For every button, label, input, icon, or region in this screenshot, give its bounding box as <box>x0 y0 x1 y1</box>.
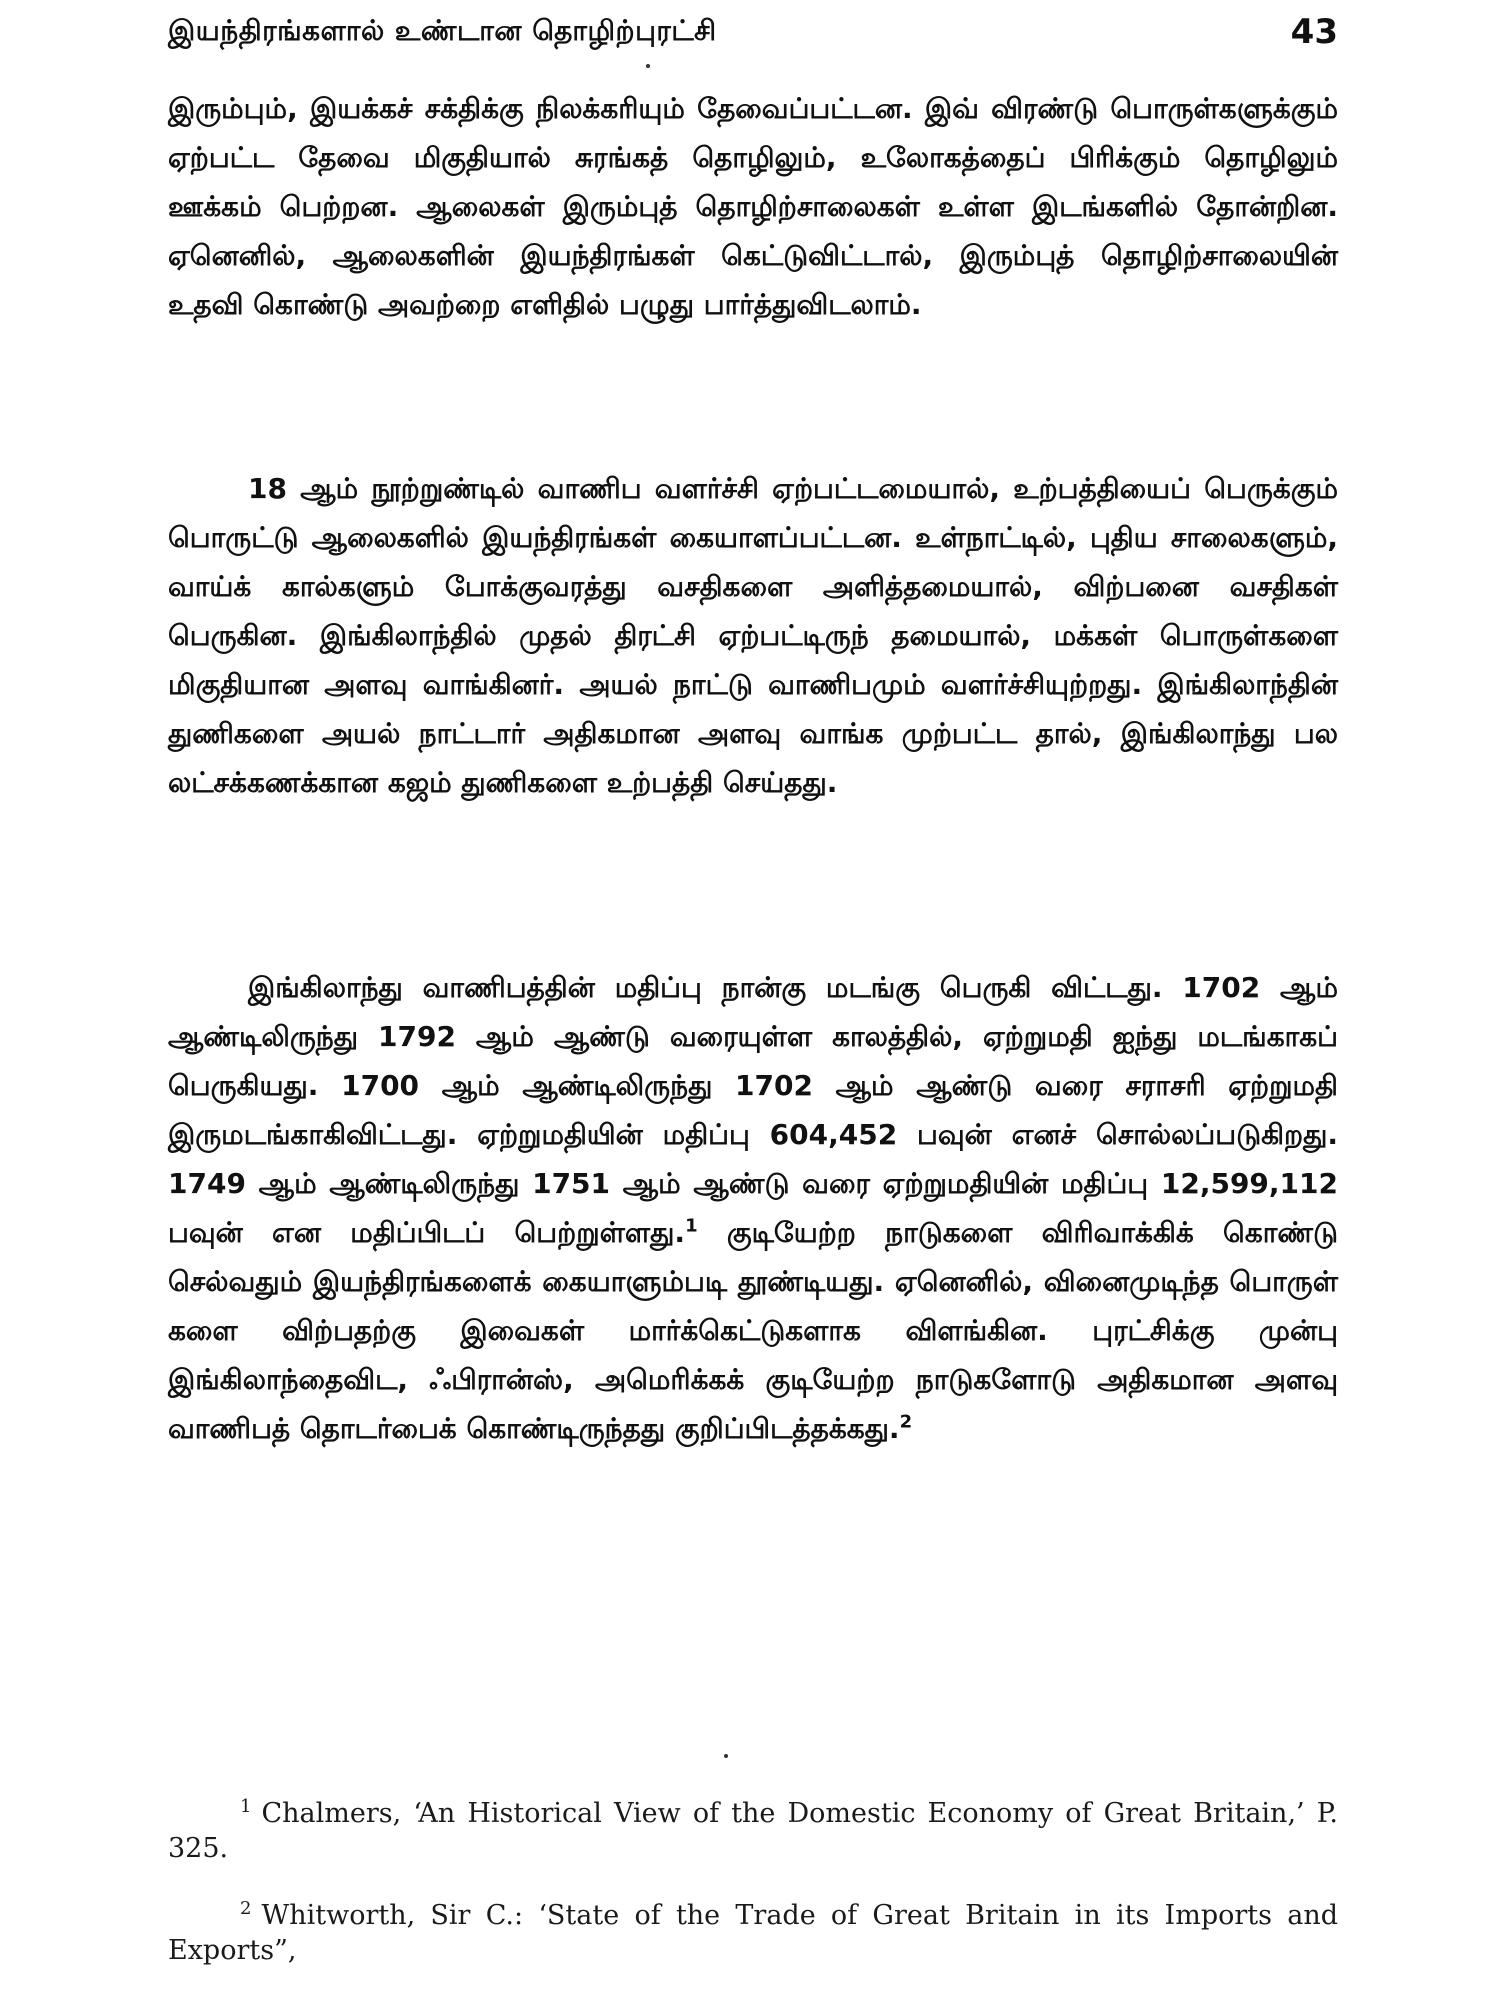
running-title: இயந்திரங்களால் உண்டான தொழிற்புரட்சி <box>168 13 717 47</box>
body-paragraph-1: இரும்பும், இயக்கச் சக்திக்கு நிலக்கரியும் தேவைப்பட்டன. இவ் விரண்டு பொருள்களுக்கும் ஏற்பட்ட தேவை மிகுதியால் சுரங்கத் தொழிலும், உலோகத்தைப் பிரிக்கும் தொழிலும் ஊக்கம் பெற்றன. ஆலைகள் இரும்புத் தொழிற்சாலைகள் உள்ள இடங்களில் தோன்றின. ஏனெனில், ஆலைகளின் இயந்திரங்கள் கெட்டுவிட்டால், இரும்புத் தொழிற்சாலையின் உதவி கொண்டு அவற்றை எளிதில் பழுது பார்த்துவிடலாம். <box>168 92 1338 321</box>
ink-speck <box>724 1754 728 1758</box>
footnote-marker: 2 <box>240 1898 252 1919</box>
ink-speck <box>646 64 650 68</box>
page-number: 43 <box>1290 12 1338 52</box>
running-head <box>168 12 1338 52</box>
footnote-ref-2: 2 <box>899 1411 913 1433</box>
body-paragraph-3-text-b: குடியேற்ற நாடுகளை விரிவாக்கிக் கொண்டு செல்வதும் இயந்திரங்களைக் கையாளும்படி தூண்டியது. ஏனெனில், வினைமுடிந்த பொருள் களை விற்பதற்கு இவைகள் மார்க்கெட்டுகளாக விளங்கின. புரட்சிக்கு முன்பு இங்கிலாந்தைவிட, ஃபிரான்ஸ், அமெரிக்கக் குடியேற்ற நாடுகளோடு அதிகமான அளவு வாணிபத் தொடர்பைக் கொண்டிருந்தது குறிப்பிடத்தக்கது. <box>168 1216 1339 1445</box>
body-paragraph-3-text-a: இங்கிலாந்து வாணிபத்தின் மதிப்பு நான்கு மடங்கு பெருகி விட்டது. 1702 ஆம் ஆண்டிலிருந்து 1792 ஆம் ஆண்டு வரையுள்ள காலத்தில், ஏற்றுமதி ஐந்து மடங்காகப் பெருகியது. 1700 ஆம் ஆண்டிலிருந்து 1702 ஆம் ஆண்டு வரை சராசரி ஏற்றுமதி இருமடங்காகிவிட்டது. ஏற்றுமதியின் மதிப்பு 604,452 பவுன் எனச் சொல்லப்படுகிறது. 1749 ஆம் ஆண்டிலிருந்து 1751 ஆம் ஆண்டு வரை ஏற்றுமதியின் மதிப்பு 12,599,112 பவுன் என மதிப்பிடப் பெற்றுள்ளது. <box>168 971 1338 1249</box>
footnote-text: Whitworth, Sir C.: ‘State of the Trade of Great Britain in its Imports and Exports”, <box>168 1900 1338 1966</box>
footnote-2 <box>168 1898 1338 1968</box>
footnote-1 <box>168 1796 1338 1866</box>
body-paragraph-3 <box>168 963 1338 1453</box>
footnote-text: Chalmers, ‘An Historical View of the Domestic Economy of Great Britain,’ P. 325. <box>168 1798 1338 1864</box>
body-paragraph-2: 18 ஆம் நூற்றுண்டில் வாணிப வளர்ச்சி ஏற்பட்டமையால், உற்பத்தியைப் பெருக்கும் பொருட்டு ஆலைகளில் இயந்திரங்கள் கையாளப்பட்டன. உள்நாட்டில், புதிய சாலைகளும், வாய்க் கால்களும் போக்குவரத்து வசதிகளை அளித்தமையால், விற்பனை வசதிகள் பெருகின. இங்கிலாந்தில் முதல் திரட்சி ஏற்பட்டிருந் தமையால், மக்கள் பொருள்களை மிகுதியான அளவு வாங்கினர். அயல் நாட்டு வாணிபமும் வளர்ச்சியுற்றது. இங்கிலாந்தின் துணிகளை அயல் நாட்டார் அதிகமான அளவு வாங்க முற்பட்ட தால், இங்கிலாந்து பல லட்சக்கணக்கான கஜம் துணிகளை உற்பத்தி செய்தது. <box>168 472 1338 799</box>
footnote-ref-1: 1 <box>685 1215 698 1237</box>
footnote-marker: 1 <box>240 1796 252 1817</box>
